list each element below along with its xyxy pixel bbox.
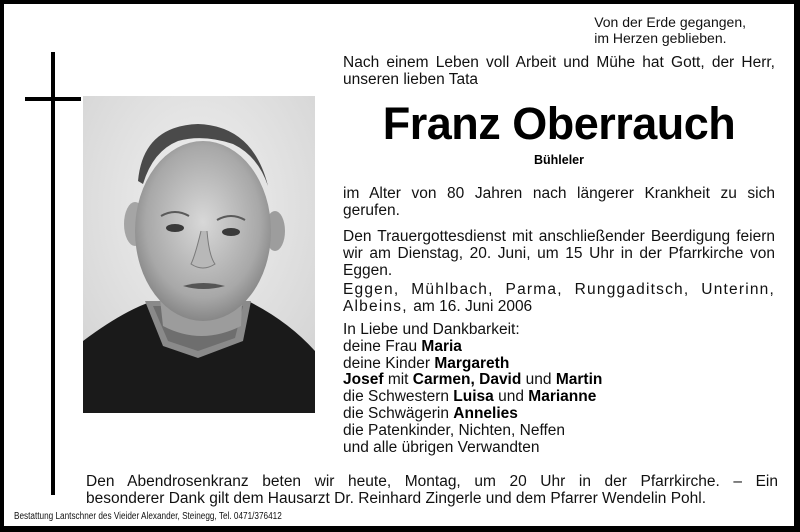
- label: die Schwägerin: [343, 404, 449, 422]
- intro-text: Nach einem Leben voll Arbeit und Mühe hat Gott, der Herr, unseren lieben Tata: [343, 54, 775, 88]
- name: Luisa: [453, 388, 494, 406]
- portrait-photo: [83, 96, 315, 413]
- motto-line-2: im Herzen geblieben.: [594, 30, 727, 46]
- name: Carmen, David: [412, 371, 522, 389]
- age-text: im Alter von 80 Jahren nach längerer Krankheit zu sich gerufen.: [343, 185, 775, 219]
- portrait-image: [83, 96, 315, 413]
- label: deine Frau: [343, 337, 418, 355]
- mourner-wife: [343, 339, 775, 356]
- name: Margareth: [434, 354, 510, 372]
- label: die Schwestern: [343, 388, 449, 406]
- mourners-heading: In Liebe und Dankbarkeit:: [343, 321, 520, 338]
- death-date: am 16. Juni 2006: [413, 298, 533, 315]
- name: Martin: [555, 371, 603, 389]
- mourner-relatives: und alle übrigen Verwandten: [343, 438, 540, 456]
- label: und: [498, 388, 524, 406]
- motto-line-1: Von der Erde gegangen,: [594, 14, 746, 30]
- mourner-sisters: [343, 389, 775, 406]
- mourners-list: [343, 322, 775, 456]
- label: mit: [387, 371, 409, 389]
- undertaker-credit: Bestattung Lantschner des Vieider Alexander, Steinegg, Tel. 0471/376412: [14, 511, 282, 522]
- places-list: Eggen, Mühlbach, Parma, Runggaditsch, Unterinn, Albeins,: [343, 281, 775, 315]
- deceased-nickname: Bühleler: [533, 153, 584, 167]
- mourner-son-family: [343, 372, 775, 389]
- deceased-name: Franz Oberrauch: [382, 98, 736, 149]
- label: und: [525, 371, 552, 389]
- label: deine Kinder: [343, 354, 431, 372]
- funeral-service-text: Den Trauergottesdienst mit anschließender Beerdigung feiern wir am Dienstag, 20. Juni, um 15 Uhr in der Pfarrkirche von Eggen.: [343, 228, 775, 279]
- mourner-godchildren: die Patenkinder, Nichten, Neffen: [343, 421, 566, 439]
- place-and-date: [343, 281, 775, 315]
- closing-text: [86, 473, 778, 507]
- motto: [594, 14, 746, 46]
- name: Josef: [343, 371, 384, 389]
- closing-line-1: Den Abendrosenkranz beten wir heute, Montag, um 20 Uhr in der Pfarrkirche. – Ein: [86, 473, 778, 490]
- mourner-sister-in-law: [343, 406, 775, 423]
- name: Annelies: [453, 404, 518, 422]
- cross-icon-vertical: [51, 52, 55, 495]
- mourner-children: [343, 356, 775, 373]
- name: Marianne: [528, 388, 597, 406]
- cross-icon-horizontal: [25, 97, 81, 101]
- name: Maria: [421, 337, 462, 355]
- closing-line-2: besonderer Dank gilt dem Hausarzt Dr. Reinhard Zingerle und dem Pfarrer Wendelin Pohl.: [86, 490, 707, 507]
